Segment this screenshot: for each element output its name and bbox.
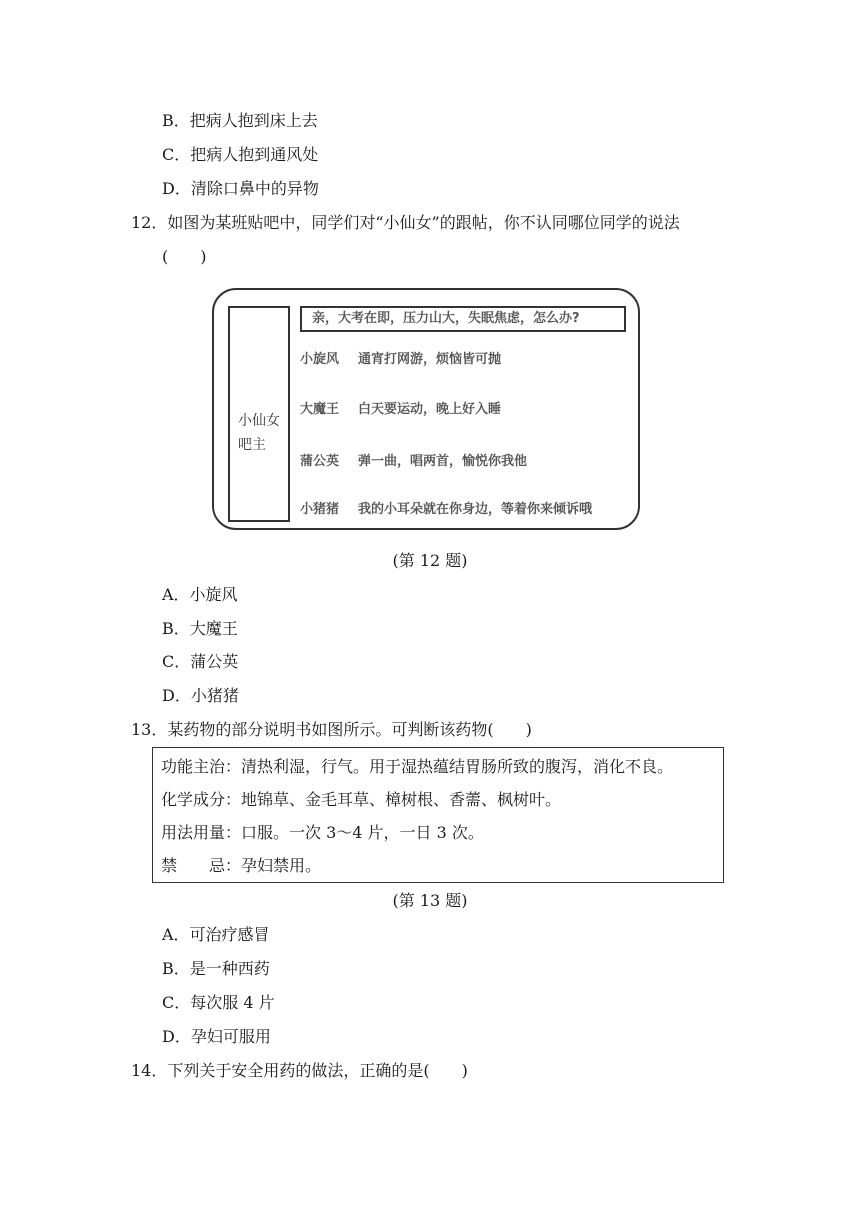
label-indications: 功能主治：清热利湿，行气。用于湿热蕴结胃肠所致的腹泻，消化不良。 [161,757,674,776]
q12-answer-blank: ( ) [162,247,207,266]
label-dosage: 用法用量：口服。一次 3～4 片，一日 3 次。 [161,823,484,842]
q12-option-a: A．小旋风 [162,585,238,604]
q12-option-b: B．大魔王 [162,619,238,638]
owner-role: 吧主 [238,437,266,453]
forum-reply [300,348,501,367]
q11-option-d: D．清除口鼻中的异物 [162,179,319,198]
q13-stem: 13．某药物的部分说明书如图所示。可判断该药物( ) [131,720,532,739]
label-contraindications: 禁 忌：孕妇禁用。 [161,856,322,875]
q14-stem: 14．下列关于安全用药的做法，正确的是( ) [131,1061,468,1080]
reply-text: 白天要运动，晚上好入睡 [358,402,502,417]
forum-owner-box [228,306,290,522]
q12-forum-figure [212,288,640,530]
reply-author: 蒲公英 [300,454,340,469]
q11-option-c: C．把病人抱到通风处 [162,145,319,164]
q13-caption: (第 13 题) [392,891,468,910]
label-ingredients: 化学成分：地锦草、金毛耳草、樟树根、香薷、枫树叶。 [161,790,562,809]
forum-reply [300,498,592,517]
reply-text: 通宵打网游，烦恼皆可抛 [358,352,502,367]
q12-option-d: D．小猪猪 [162,686,239,705]
q12-option-c: C．蒲公英 [162,652,239,671]
forum-post: 亲，大考在即，压力山大，失眠焦虑，怎么办? [300,306,626,332]
q13-option-a: A．可治疗感冒 [162,925,270,944]
forum-reply [300,450,527,469]
reply-author: 大魔王 [300,402,340,417]
reply-author: 小猪猪 [300,502,340,517]
reply-text: 弹一曲，唱两首，愉悦你我他 [358,454,528,469]
owner-name: 小仙女 [238,413,280,429]
reply-author: 小旋风 [300,352,340,367]
q11-option-b: B．把病人抱到床上去 [162,111,318,130]
q13-option-b: B．是一种西药 [162,959,270,978]
reply-text: 我的小耳朵就在你身边，等着你来倾诉哦 [358,502,593,517]
q13-medicine-label [152,747,724,883]
q13-option-d: D．孕妇可服用 [162,1027,271,1046]
q13-option-c: C．每次服 4 片 [162,993,275,1012]
q12-caption: (第 12 题) [392,551,468,570]
q12-stem: 12．如图为某班贴吧中，同学们对“小仙女”的跟帖，你不认同哪位同学的说法 [131,213,680,232]
forum-reply [300,398,501,417]
